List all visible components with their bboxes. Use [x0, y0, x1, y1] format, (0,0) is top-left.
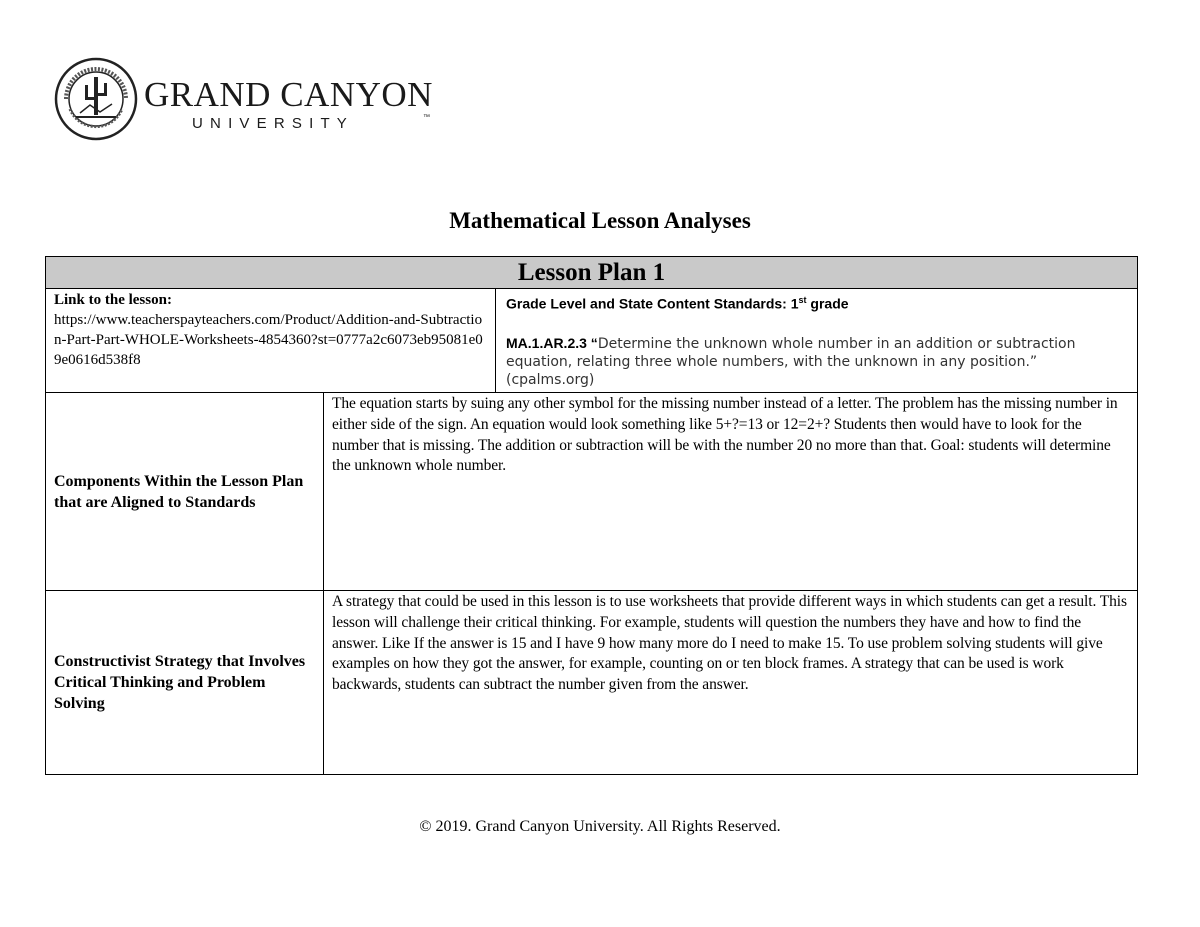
standard-code: MA.1.AR.2.3 “ — [506, 334, 598, 351]
lesson-link-cell — [46, 289, 496, 393]
copyright-footer: © 2019. Grand Canyon University. All Rights Reserved. — [419, 818, 781, 835]
lesson-plan-table — [45, 256, 1138, 775]
standard-text: Determine the unknown whole number in an addition or subtraction equation, relating three whole numbers, with the unknown in any position.” (cpalms.org) — [506, 335, 1076, 388]
standards-label-grade: grade — [806, 295, 849, 312]
standards-label-sup: st — [798, 295, 807, 305]
lesson-link-label: Link to the lesson: — [54, 292, 172, 308]
row-text-components: The equation starts by suing any other symbol for the missing number instead of a letter. The problem has the missing number in either side of the sign. An equation would look something like 5+?=13 or 12=2+? Students then would have to look for the number that is missing. The addition or subtraction will be with the number 20 no more than that. Goal: students will determine the unknown whole number. — [324, 393, 1138, 591]
row-label-components: Components Within the Lesson Plan that are Aligned to Standards — [46, 393, 324, 591]
logo-trademark: ™ — [423, 114, 430, 121]
lesson-link-url[interactable]: https://www.teacherspayteachers.com/Product/Addition-and-Subtraction-Part-Part-WHOLE-Worksheets-4854360?st=0777a2c6073eb95081e09e0616d538f8 — [54, 312, 483, 368]
row-label-strategy: Constructivist Strategy that Involves Critical Thinking and Problem Solving — [46, 591, 324, 775]
logo-name: GRAND CANYON — [144, 75, 433, 114]
page-title: Mathematical Lesson Analyses — [449, 208, 751, 233]
standards-label-text: Grade Level and State Content Standards: 1 — [506, 295, 799, 312]
standard-description — [506, 334, 1127, 389]
lesson-plan-header: Lesson Plan 1 — [46, 257, 1138, 289]
standards-cell — [496, 289, 1138, 393]
gcu-logo — [54, 57, 434, 141]
university-seal-icon — [54, 57, 138, 141]
logo-subtitle: UNIVERSITY — [192, 115, 355, 132]
row-text-strategy: A strategy that could be used in this lesson is to use worksheets that provide different ways in which students can get a result. This lesson will challenge their critical thinking. For example, students will question the numbers they have and how to find the answer. Like If the answer is 15 and I have 9 how many more do I need to make 15. To use problem solving students will give examples on how they got the answer, for example, counting on or ten block frames. A strategy that can be used is work backwards, students can subtract the number given from the answer. — [324, 591, 1138, 775]
standards-label — [506, 290, 1127, 314]
